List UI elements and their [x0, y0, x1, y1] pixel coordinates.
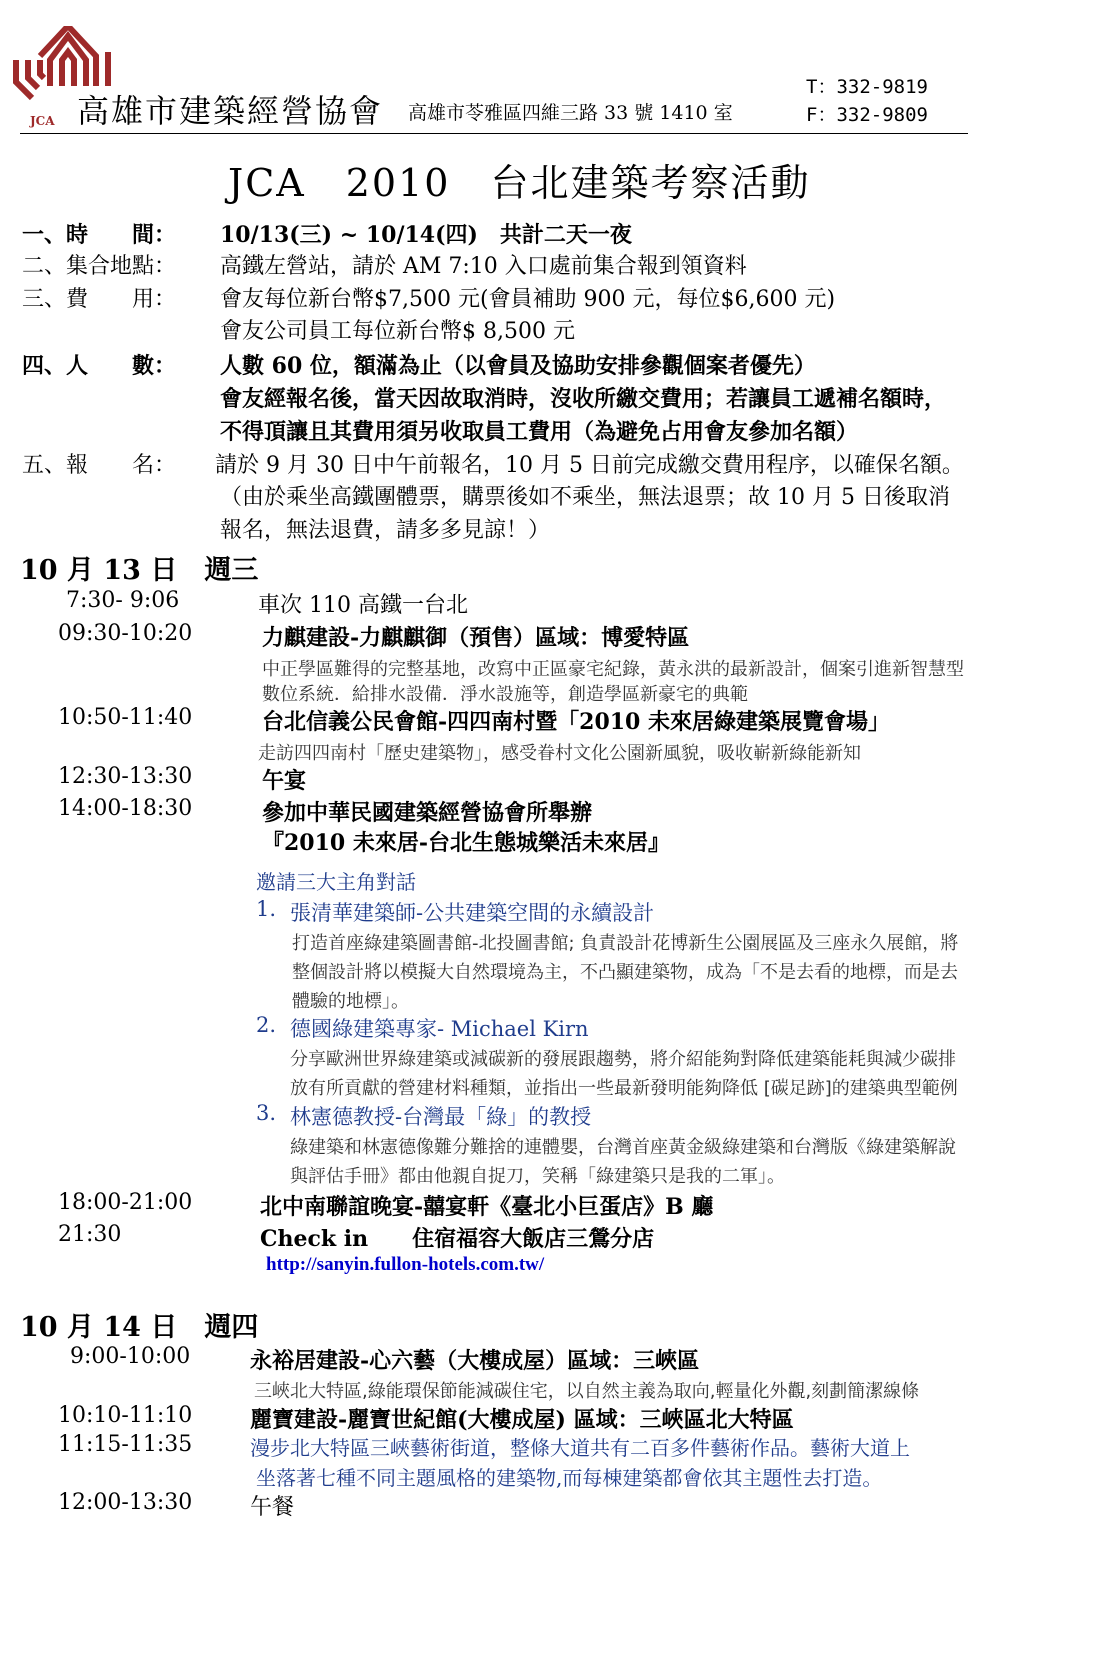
- hotel-link[interactable]: http://sanyin.fullon-hotels.com.tw/: [266, 1254, 545, 1275]
- schedule-title: 午宴: [262, 768, 307, 794]
- schedule-title: 坐落著七種不同主題風格的建築物,而每棟建築都會依其主題性去打造。: [256, 1466, 883, 1490]
- info-label: 四、人 數：: [22, 353, 177, 379]
- schedule-time: 9:00-10:00: [70, 1344, 191, 1369]
- talk-number: 3.: [256, 1101, 277, 1125]
- schedule-title: 午餐: [250, 1495, 295, 1520]
- info-value: 會友經報名後，當天因故取消時，沒收所繳交費用；若讓員工遞補名額時，: [220, 386, 947, 412]
- info-label: 五、報 名：: [22, 453, 177, 478]
- info-label: 一、時 間：: [22, 222, 177, 248]
- schedule-time: 12:30-13:30: [58, 764, 193, 789]
- org-name: 高雄市建築經營協會: [77, 92, 384, 130]
- org-address: 高雄市苓雅區四維三路 33 號 1410 室: [408, 102, 733, 124]
- talk-number: 2.: [256, 1013, 277, 1037]
- org-fax: F：332-9809: [806, 104, 928, 126]
- info-value: 高鐵左營站，請於 AM 7:10 入口處前集合報到領資料: [220, 254, 747, 279]
- schedule-desc: 數位系統．給排水設備．淨水設施等，創造學區新豪宅的典範: [262, 684, 748, 705]
- info-value: 會友公司員工每位新台幣$ 8,500 元: [220, 319, 575, 344]
- schedule-time: 18:00-21:00: [58, 1190, 193, 1215]
- schedule-time: 09:30-10:20: [58, 621, 193, 646]
- schedule-time: 21:30: [58, 1222, 122, 1247]
- info-row: [22, 449, 1082, 483]
- schedule-title: 麗寶建設-麗寶世紀館(大樓成屋) 區域：三峽區北大特區: [250, 1407, 794, 1433]
- info-row: [22, 218, 1082, 252]
- talk-desc: 分享歐洲世界綠建築或減碳新的發展跟趨勢，將介紹能夠對降低建築能耗與減少碳排: [290, 1049, 956, 1070]
- day-heading: 10 月 14 日 週四: [20, 1312, 259, 1343]
- talk-title: 林憲德教授-台灣最「綠」的教授: [290, 1105, 592, 1129]
- info-value: 人數 60 位，額滿為止（以會員及協助安排參觀個案者優先）: [220, 353, 816, 379]
- talks-heading: 邀請三大主角對話: [256, 870, 416, 894]
- info-label: 三、費 用：: [22, 287, 177, 312]
- talk-desc: 整個設計將以模擬大自然環境為主，不凸顯建築物，成為「不是去看的地標，而是去: [292, 962, 958, 983]
- schedule-desc: 三峽北大特區,綠能環保節能減碳住宅，以自然主義為取向,輕量化外觀,刻劃簡潔線條: [254, 1381, 920, 1402]
- logo-text: JCA: [30, 114, 55, 128]
- schedule-time: 7:30- 9:06: [66, 588, 180, 613]
- info-row: [22, 250, 1082, 284]
- info-row: [22, 283, 1082, 317]
- info-value: 會友每位新台幣$7,500 元(會員補助 900 元，每位$6,600 元): [220, 287, 836, 312]
- day-heading: 10 月 13 日 週三: [20, 555, 259, 586]
- schedule-title: 永裕居建設-心六藝（大樓成屋）區域：三峽區: [250, 1348, 700, 1374]
- info-row: [22, 349, 1082, 383]
- schedule-title: 參加中華民國建築經營協會所舉辦: [262, 800, 593, 826]
- schedule-title: 力麒建設-力麒麒御（預售）區域：博愛特區: [262, 625, 690, 651]
- info-row: [22, 514, 1082, 548]
- schedule-title: Check in 住宿福容大飯店三鶯分店: [260, 1226, 655, 1252]
- talk-desc: 綠建築和林憲德像難分難捨的連體嬰，台灣首座黃金級綠建築和台灣版《綠建築解說: [290, 1137, 956, 1158]
- schedule-title: 車次 110 高鐵一台北: [258, 593, 468, 618]
- info-value: 報名，無法退費，請多多見諒！）: [220, 518, 551, 543]
- schedule-time: 14:00-18:30: [58, 796, 193, 821]
- schedule-desc: 中正學區難得的完整基地，改寫中正區豪宅紀錄，黃永洪的最新設計，個案引進新智慧型: [262, 659, 964, 680]
- info-value: 10/13(三) ~ 10/14(四) 共計二天一夜: [220, 222, 632, 248]
- info-value: 請於 9 月 30 日中午前報名，10 月 5 日前完成繳交費用程序，以確保名額。: [215, 453, 964, 478]
- schedule-time: 10:10-11:10: [58, 1403, 193, 1428]
- talk-desc: 與評估手冊》都由他親自捉刀，笑稱「綠建築只是我的二軍」。: [290, 1166, 785, 1187]
- info-value: 不得頂讓且其費用須另收取員工費用（為避免占用會友參加名額）: [220, 419, 859, 445]
- info-row: [22, 315, 1082, 349]
- page-title: JCA 2010 台北建築考察活動: [228, 161, 811, 205]
- talk-desc: 打造首座綠建築圖書館-北投圖書館; 負責設計花博新生公園展區及三座永久展館，將: [292, 933, 959, 954]
- info-row: [22, 481, 1082, 515]
- info-row: [22, 382, 1082, 416]
- schedule-title: 北中南聯誼晚宴-囍宴軒《臺北小巨蛋店》B 廳: [260, 1194, 714, 1220]
- schedule-desc: 走訪四四南村「歷史建築物」，感受眷村文化公園新風貌，吸收嶄新綠能新知: [258, 743, 861, 764]
- schedule-title: 漫步北大特區三峽藝術街道，整條大道共有二百多件藝術作品。藝術大道上: [250, 1436, 910, 1460]
- org-tel: T：332-9819: [806, 76, 928, 98]
- talk-desc: 體驗的地標」。: [292, 991, 409, 1012]
- info-row: [22, 415, 1082, 449]
- info-value: （由於乘坐高鐵團體票，購票後如不乘坐，無法退票；故 10 月 5 日後取消: [220, 485, 950, 510]
- schedule-title: 『2010 未來居-台北生態城樂活未來居』: [262, 830, 671, 856]
- talk-number: 1.: [256, 897, 277, 921]
- header-divider: [20, 133, 968, 134]
- schedule-time: 12:00-13:30: [58, 1490, 193, 1515]
- talk-title: 德國綠建築專家- Michael Kirn: [290, 1017, 589, 1041]
- schedule-title: 台北信義公民會館-四四南村暨「2010 未來居綠建築展覽會場」: [262, 709, 891, 735]
- talk-desc: 放有所貢獻的營建材料種類，並指出一些最新發明能夠降低 [碳足跡]的建築典型範例: [290, 1078, 958, 1099]
- info-label: 二、集合地點：: [22, 254, 177, 279]
- schedule-time: 11:15-11:35: [58, 1432, 193, 1457]
- schedule-time: 10:50-11:40: [58, 705, 193, 730]
- talk-title: 張清華建築師-公共建築空間的永續設計: [290, 901, 655, 925]
